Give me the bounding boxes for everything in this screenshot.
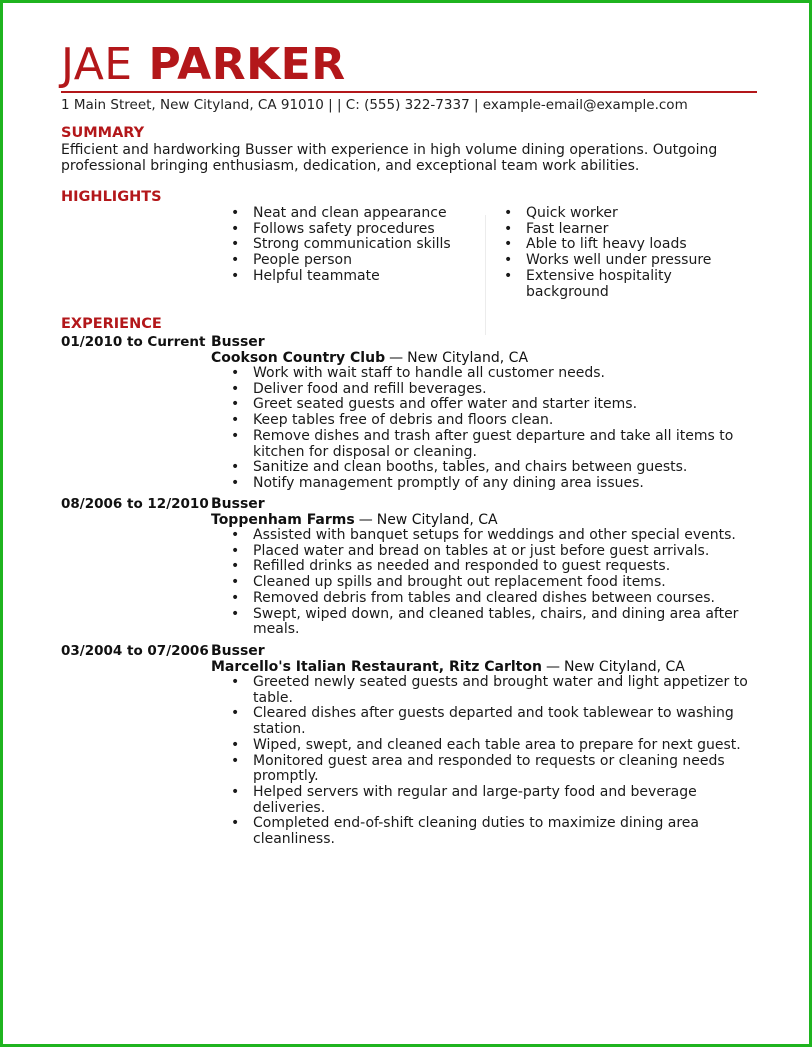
list-item: • Notify management promptly of any dining area issues. xyxy=(231,476,761,492)
job-title: Busser xyxy=(211,643,265,659)
header-rule xyxy=(61,91,757,93)
list-item: • Swept, wiped down, and cleaned tables, chairs, and dining area after meals. xyxy=(231,607,761,638)
list-item: • Cleaned up spills and brought out replacement food items. xyxy=(231,575,761,591)
job-duties xyxy=(231,675,761,848)
list-item: • Able to lift heavy loads xyxy=(504,237,724,253)
list-item: • Strong communication skills xyxy=(231,237,491,253)
list-item: • Sanitize and clean booths, tables, and chairs between guests. xyxy=(231,460,761,476)
first-name: JAE xyxy=(61,39,133,90)
last-name: PARKER xyxy=(148,39,346,90)
list-item: • People person xyxy=(231,253,491,269)
list-item: • Extensive hospitality background xyxy=(504,269,724,300)
job-location: New Cityland, CA xyxy=(376,512,498,528)
list-item: • Removed debris from tables and cleared dishes between courses. xyxy=(231,591,761,607)
list-item: • Greeted newly seated guests and brought water and light appetizer to table. xyxy=(231,675,761,706)
list-item: • Helpful teammate xyxy=(231,269,491,285)
job-duties xyxy=(231,366,761,492)
job-dates: 03/2004 to 07/2006 xyxy=(61,643,209,659)
list-item: • Wiped, swept, and cleaned each table area to prepare for next guest. xyxy=(231,738,761,754)
list-item: • Remove dishes and trash after guest departure and take all items to kitchen for disposal or cleaning. xyxy=(231,429,761,460)
job-entry xyxy=(211,334,761,492)
list-item: • Helped servers with regular and large-party food and beverage deliveries. xyxy=(231,785,761,816)
list-item: • Keep tables free of debris and floors clean. xyxy=(231,413,761,429)
employer-line xyxy=(211,659,761,675)
resume-page xyxy=(61,39,759,848)
job-duties xyxy=(231,528,761,638)
list-item: • Monitored guest area and responded to requests or cleaning needs promptly. xyxy=(231,754,761,785)
employer-line xyxy=(211,512,761,528)
list-item: • Neat and clean appearance xyxy=(231,206,491,222)
list-item: • Assisted with banquet setups for weddings and other special events. xyxy=(231,528,761,544)
company-name: Marcello's Italian Restaurant, Ritz Carlton xyxy=(211,659,542,675)
list-item: • Follows safety procedures xyxy=(231,222,491,238)
job-entry xyxy=(211,496,761,638)
candidate-name xyxy=(61,39,759,91)
list-item: • Fast learner xyxy=(504,222,724,238)
list-item: • Refilled drinks as needed and responded to guest requests. xyxy=(231,559,761,575)
highlights-heading: HIGHLIGHTS xyxy=(61,189,162,205)
job-location: New Cityland, CA xyxy=(563,659,685,675)
company-name: Toppenham Farms xyxy=(211,512,355,528)
list-item: • Cleared dishes after guests departed and took tablewear to washing station. xyxy=(231,706,761,737)
experience-heading: EXPERIENCE xyxy=(61,316,162,332)
list-item: • Completed end-of-shift cleaning duties to maximize dining area cleanliness. xyxy=(231,816,761,847)
list-item: • Work with wait staff to handle all customer needs. xyxy=(231,366,761,382)
highlights-divider xyxy=(485,215,486,335)
summary-text: Efficient and hardworking Busser with experience in high volume dining operations. Outgoing professional bringing enthusiasm, dedication, and exceptional team work abilities. xyxy=(61,142,718,174)
list-item: • Works well under pressure xyxy=(504,253,724,269)
separator-dash: — xyxy=(545,659,560,675)
summary-heading: SUMMARY xyxy=(61,125,145,141)
separator-dash: — xyxy=(389,350,404,366)
employer-line xyxy=(211,350,761,366)
list-item: • Deliver food and refill beverages. xyxy=(231,382,761,398)
list-item: • Greet seated guests and offer water and starter items. xyxy=(231,397,761,413)
job-entry xyxy=(211,643,761,848)
job-location: New Cityland, CA xyxy=(407,350,529,366)
contact-line: 1 Main Street, New Cityland, CA 91010 | | C: (555) 322-7337 | example-email@example.com xyxy=(61,97,688,113)
company-name: Cookson Country Club xyxy=(211,350,386,366)
highlights-left-list xyxy=(231,206,491,285)
highlights-right-list xyxy=(504,206,724,300)
list-item: • Quick worker xyxy=(504,206,724,222)
separator-dash: — xyxy=(358,512,373,528)
job-dates: 01/2010 to Current xyxy=(61,334,206,350)
job-dates: 08/2006 to 12/2010 xyxy=(61,496,209,512)
job-title: Busser xyxy=(211,334,265,350)
list-item: • Placed water and bread on tables at or just before guest arrivals. xyxy=(231,544,761,560)
job-title: Busser xyxy=(211,496,265,512)
